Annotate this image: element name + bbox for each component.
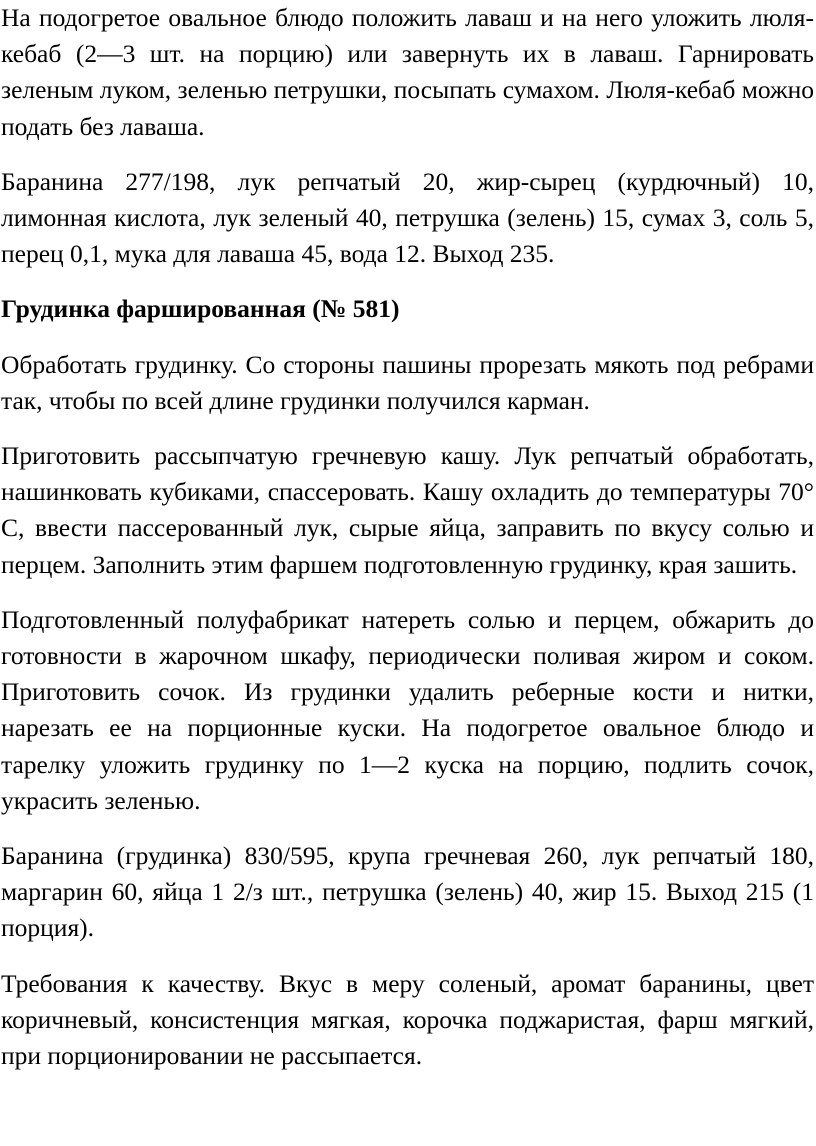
ingredients-paragraph: Баранина 277/198, лук репчатый 20, жир-сырец (курдючный) 10, лимонная кислота, лук зеленый 40, петрушка (зелень) 15, сумах 3, соль 5, перец 0,1, мука для лаваша 45, вода 12. Выход 235. bbox=[1, 166, 814, 269]
paragraph-gap bbox=[1, 419, 814, 438]
paragraph-gap bbox=[1, 272, 814, 291]
serving-instructions-paragraph: На подогретое овальное блюдо положить лаваш и на него уложить люля-кебаб (2—3 шт. на порцию) или завернуть их в лаваш. Гарнировать зеленым луком, зеленью петрушки, посыпать сумахом. Люля-кебаб можно подать без лаваша. bbox=[1, 3, 814, 141]
cooking-paragraph: Подготовленный полуфабрикат натереть солью и перцем, обжарить до готовности в жарочном шкафу, периодически поливая жиром и соком. Приготовить сочок. Из грудинки удалить реберные кости и нитки, нарезать ее на порционные куски. На подогретое овальное блюдо и тарелку уложить грудинку по 1—2 куска на порцию, подлить сочок, украсить зеленью. bbox=[1, 604, 814, 815]
paragraph-gap bbox=[1, 819, 814, 838]
recipe-heading: Грудинка фаршированная (№ 581) bbox=[1, 294, 400, 324]
paragraph-gap bbox=[1, 947, 814, 966]
preparation-paragraph: Обработать грудинку. Со стороны пашины прорезать мякоть под ребрами так, чтобы по всей длине грудинки получился карман. bbox=[1, 349, 814, 415]
stuffing-paragraph: Приготовить рассыпчатую гречневую кашу. Лук репчатый обработать, нашинковать кубиками, спассеровать. Кашу охладить до температуры 70° С, ввести пассерованный лук, сырые яйца, заправить по вкусу солью и перцем. Заполнить этим фаршем подготовленную грудинку, края зашить. bbox=[1, 441, 814, 579]
recipe-ingredients-paragraph: Баранина (грудинка) 830/595, крупа гречневая 260, лук репчатый 180, маргарин 60, яйца 1 2/з шт., петрушка (зелень) 40, жир 15. Выход 215 (1 порция). bbox=[1, 841, 814, 943]
paragraph-gap bbox=[1, 145, 814, 164]
paragraph-gap bbox=[1, 328, 814, 347]
paragraph-gap bbox=[1, 583, 814, 602]
quality-requirements-paragraph: Требования к качеству. Вкус в меру соленый, аромат баранины, цвет коричневый, консистенция мягкая, корочка поджаристая, фарш мягкий, при порционировании не рассыпается. bbox=[1, 968, 814, 1071]
